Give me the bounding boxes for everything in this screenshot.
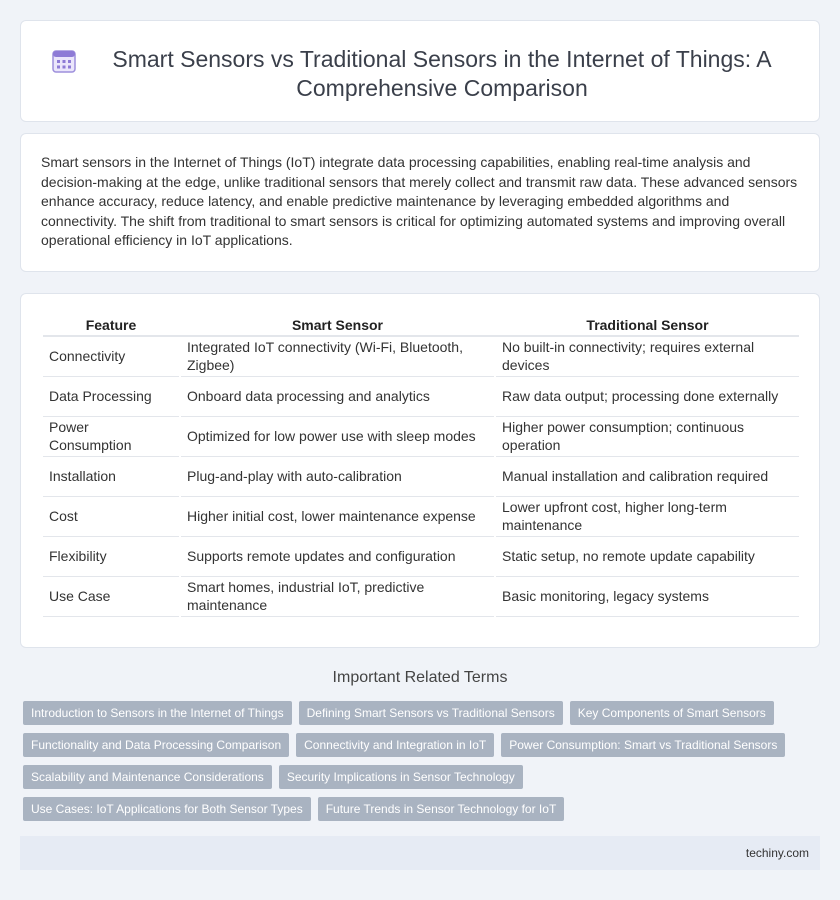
column-header-traditional-sensor: Traditional Sensor — [495, 312, 799, 336]
feature-cell: Use Case — [43, 576, 180, 616]
table-row — [43, 456, 799, 496]
footer — [20, 836, 820, 870]
smart-sensor-cell: Smart homes, industrial IoT, predictive maintenance — [180, 576, 495, 616]
footer-site-link[interactable]: techiny.com — [745, 846, 809, 860]
traditional-sensor-cell: Basic monitoring, legacy systems — [495, 576, 799, 616]
feature-cell: Data Processing — [43, 376, 180, 416]
smart-sensor-cell: Higher initial cost, lower maintenance expense — [180, 496, 495, 536]
comparison-table-card — [20, 293, 820, 648]
related-term-tag[interactable]: Connectivity and Integration in IoT — [296, 733, 494, 757]
table-row — [43, 536, 799, 576]
smart-sensor-cell: Onboard data processing and analytics — [180, 376, 495, 416]
intro-paragraph: Smart sensors in the Internet of Things (IoT) integrate data processing capabilities, enabling real-time analysis and decision-making at the edge, unlike traditional sensors that merely collect and transmit raw data. These advanced sensors enhance accuracy, reduce latency, and enable predictive maintenance by leveraging embedded algorithms and connectivity. The shift from traditional to smart sensors is critical for optimizing automated systems and improving overall operational efficiency in IoT applications. — [41, 154, 798, 249]
feature-cell: Installation — [43, 456, 180, 496]
title-card — [20, 20, 820, 122]
related-term-tag[interactable]: Functionality and Data Processing Comparison — [23, 733, 289, 757]
traditional-sensor-cell: Manual installation and calibration required — [495, 456, 799, 496]
related-term-tag[interactable]: Power Consumption: Smart vs Traditional Sensors — [501, 733, 785, 757]
calendar-grid-icon — [51, 48, 77, 74]
table-row — [43, 416, 799, 456]
intro-card — [20, 133, 820, 272]
traditional-sensor-cell: Static setup, no remote update capability — [495, 536, 799, 576]
related-term-tag[interactable]: Use Cases: IoT Applications for Both Sensor Types — [23, 797, 311, 821]
related-term-tag[interactable]: Key Components of Smart Sensors — [570, 701, 774, 725]
table-row — [43, 496, 799, 536]
feature-cell: Power Consumption — [43, 416, 180, 456]
smart-sensor-cell: Supports remote updates and configuration — [180, 536, 495, 576]
feature-cell: Connectivity — [43, 336, 180, 376]
table-row — [43, 576, 799, 616]
smart-sensor-cell: Plug-and-play with auto-calibration — [180, 456, 495, 496]
related-term-tag[interactable]: Defining Smart Sensors vs Traditional Sensors — [299, 701, 563, 725]
table-row — [43, 376, 799, 416]
feature-cell: Cost — [43, 496, 180, 536]
table-row — [43, 336, 799, 376]
related-terms-heading: Important Related Terms — [332, 669, 508, 686]
title-row — [21, 21, 819, 103]
traditional-sensor-cell: Lower upfront cost, higher long-term maintenance — [495, 496, 799, 536]
related-term-tag[interactable]: Future Trends in Sensor Technology for IoT — [318, 797, 565, 821]
related-term-tag[interactable]: Scalability and Maintenance Considerations — [23, 765, 272, 789]
comparison-table — [43, 312, 799, 617]
traditional-sensor-cell: No built-in connectivity; requires external devices — [495, 336, 799, 376]
related-term-tag[interactable]: Security Implications in Sensor Technology — [279, 765, 523, 789]
traditional-sensor-cell: Higher power consumption; continuous operation — [495, 416, 799, 456]
related-terms-list — [23, 701, 823, 829]
table-header-row — [43, 312, 799, 336]
column-header-smart-sensor: Smart Sensor — [180, 312, 495, 336]
related-term-tag[interactable]: Introduction to Sensors in the Internet of Things — [23, 701, 292, 725]
page-title: Smart Sensors vs Traditional Sensors in the Internet of Things: A Comprehensive Comparison — [112, 46, 772, 101]
smart-sensor-cell: Optimized for low power use with sleep modes — [180, 416, 495, 456]
smart-sensor-cell: Integrated IoT connectivity (Wi-Fi, Bluetooth, Zigbee) — [180, 336, 495, 376]
column-header-feature: Feature — [43, 312, 180, 336]
feature-cell: Flexibility — [43, 536, 180, 576]
traditional-sensor-cell: Raw data output; processing done externally — [495, 376, 799, 416]
